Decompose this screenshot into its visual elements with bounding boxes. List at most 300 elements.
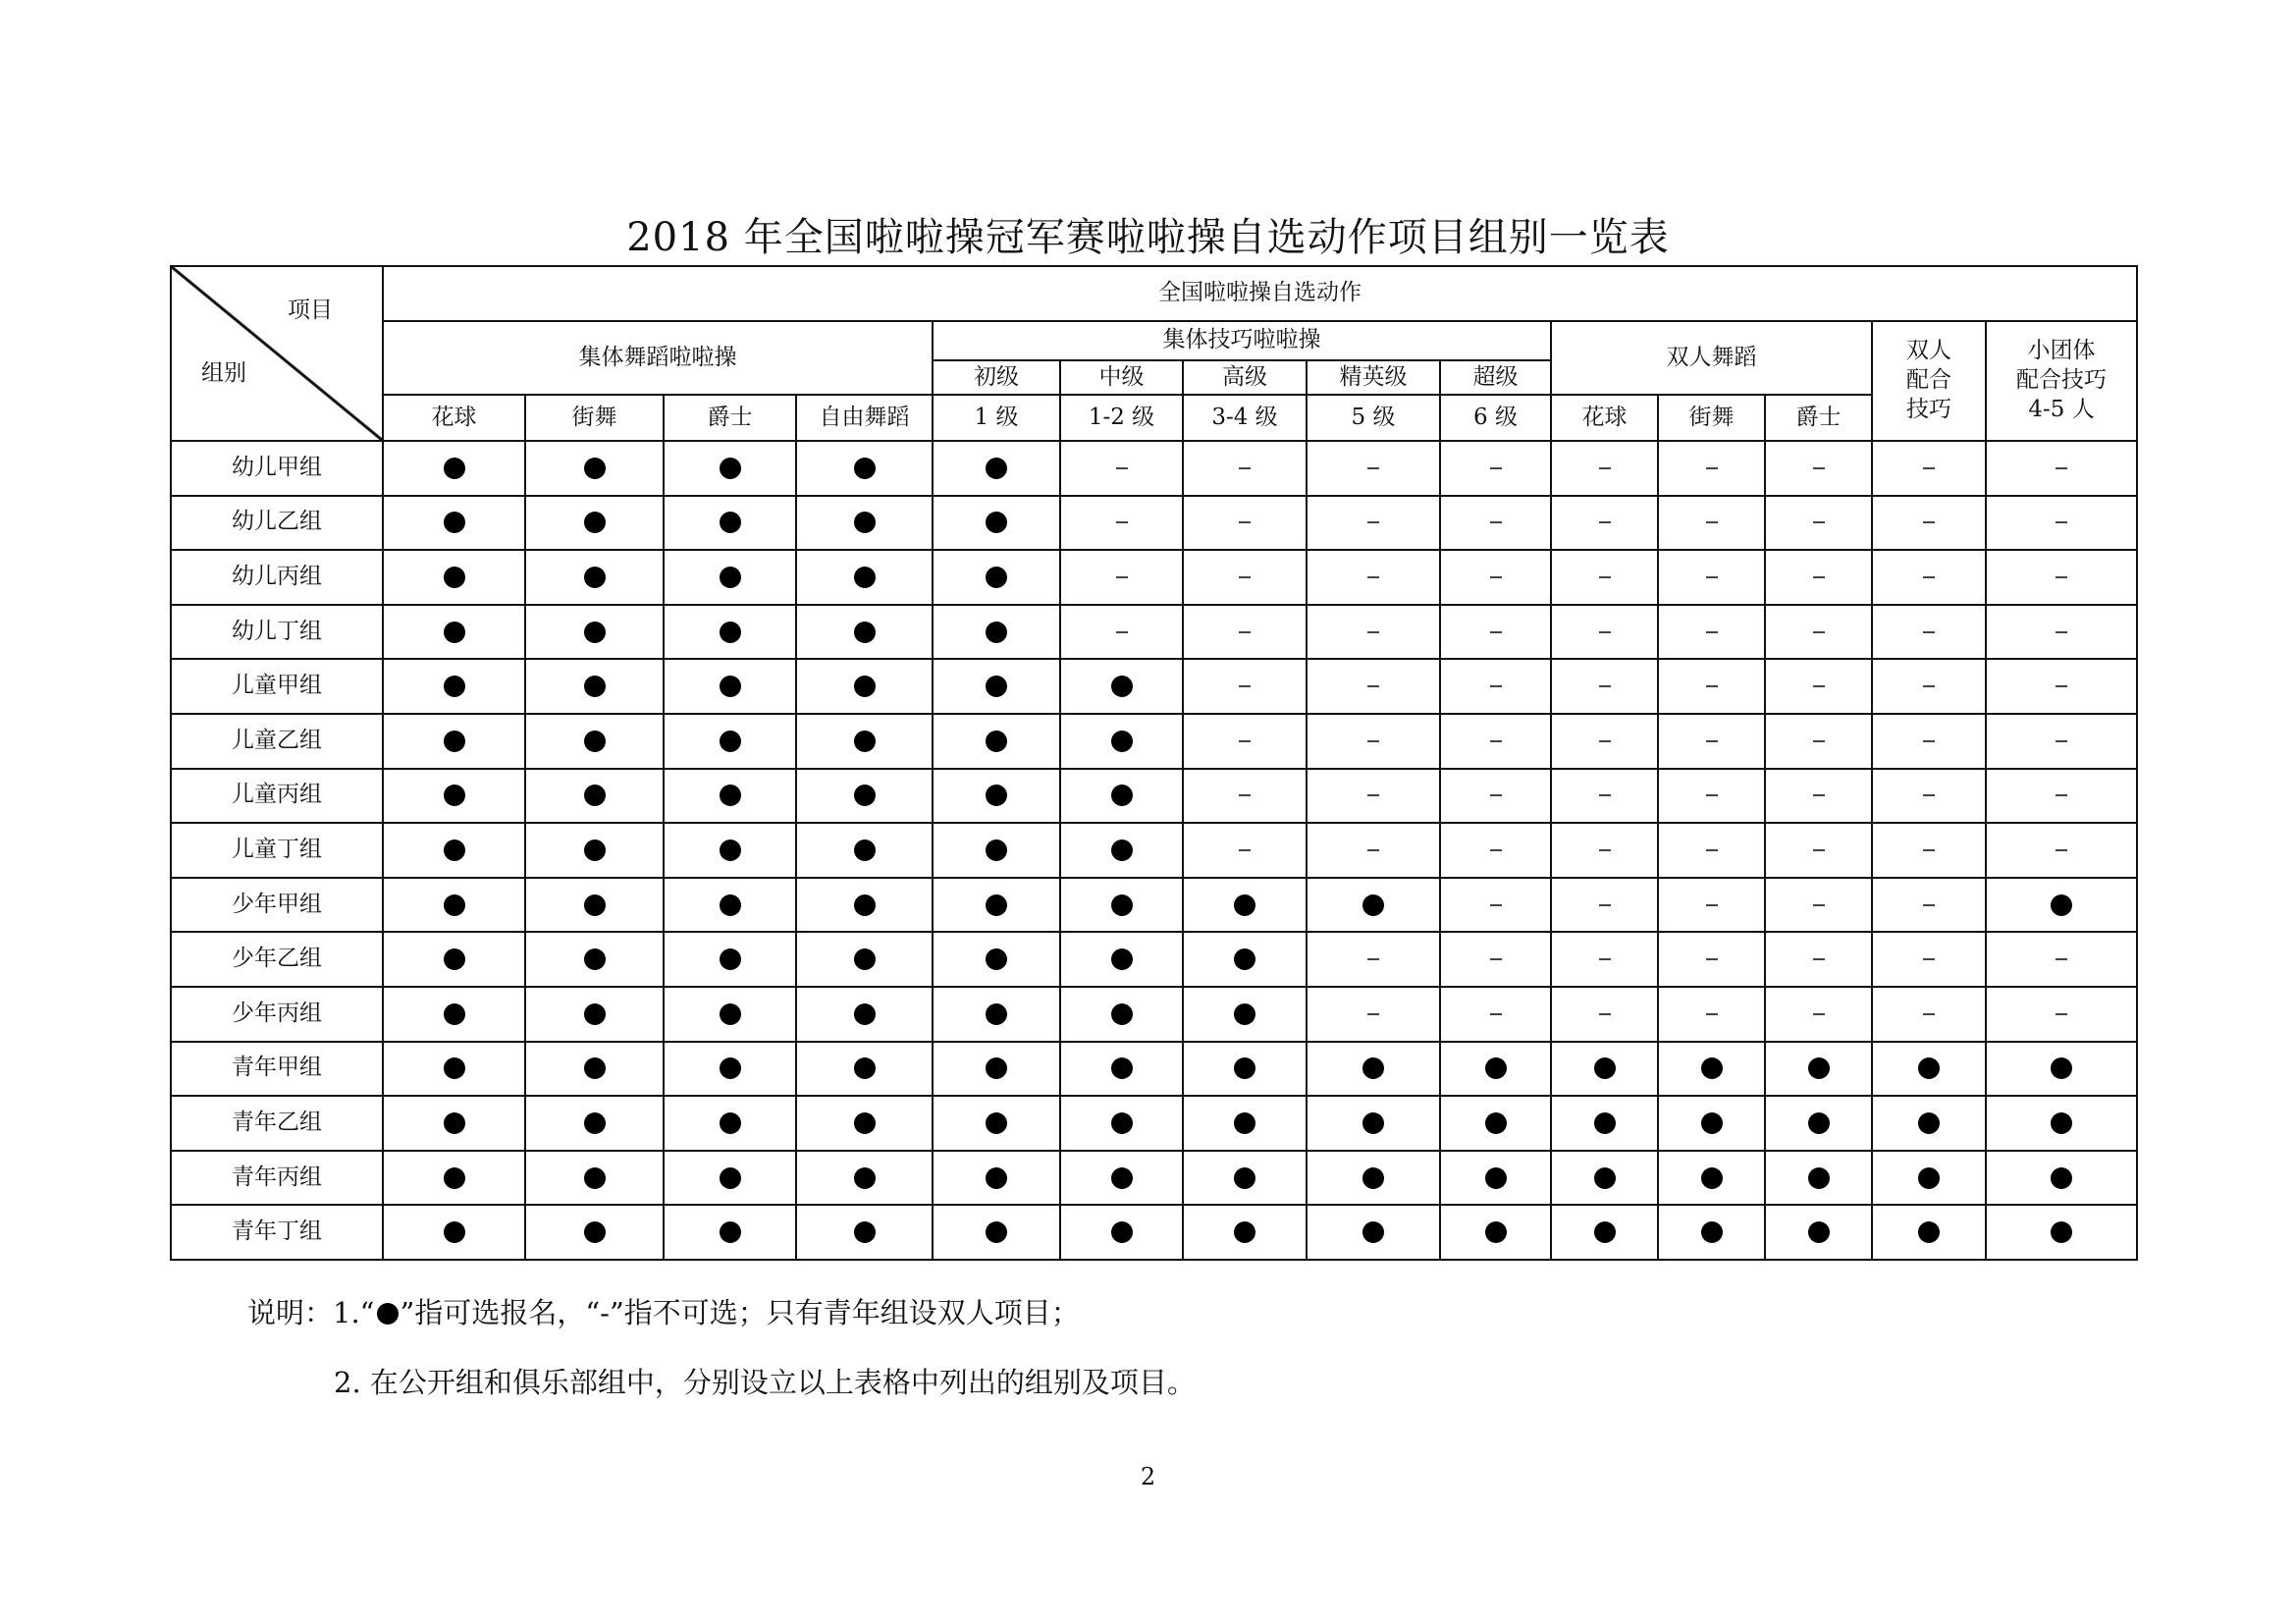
unavailable-dash-icon [1599, 1013, 1611, 1015]
unavailable-dash-icon [1813, 631, 1825, 633]
available-cell [1872, 1042, 1986, 1097]
available-dot-icon [1362, 1057, 1384, 1079]
unavailable-cell [1551, 769, 1658, 824]
unavailable-dash-icon [1706, 794, 1718, 796]
available-cell [664, 1042, 796, 1097]
note-prefix: 说明：1.“ [247, 1296, 375, 1329]
available-cell [796, 1096, 933, 1151]
unavailable-dash-icon [1813, 904, 1825, 906]
unavailable-cell [1551, 441, 1658, 496]
unavailable-cell [1551, 550, 1658, 605]
unavailable-dash-icon [1239, 521, 1251, 523]
unavailable-dash-icon [1599, 849, 1611, 851]
unavailable-cell [1060, 496, 1183, 551]
corner-group-label: 组别 [201, 360, 246, 387]
available-dot-icon [854, 512, 876, 533]
table-row [171, 769, 2137, 824]
available-cell [664, 769, 796, 824]
header-dance-group: 集体舞蹈啦啦操 [383, 321, 933, 395]
available-cell [796, 550, 933, 605]
unavailable-cell [1986, 823, 2137, 878]
unavailable-cell [1440, 550, 1551, 605]
unavailable-cell [1765, 605, 1872, 660]
unavailable-cell [1765, 987, 1872, 1042]
available-cell [383, 605, 525, 660]
group-name-cell: 青年丁组 [171, 1205, 383, 1260]
available-dot-icon [1701, 1112, 1723, 1134]
unavailable-dash-icon [1116, 631, 1128, 633]
available-cell [383, 769, 525, 824]
table-row [171, 878, 2137, 933]
unavailable-cell [1307, 987, 1440, 1042]
available-dot-icon [986, 1057, 1007, 1079]
available-cell [933, 496, 1060, 551]
unavailable-cell [1551, 823, 1658, 878]
unavailable-cell [1765, 823, 1872, 878]
available-dot-icon [720, 567, 741, 588]
available-cell [383, 1205, 525, 1260]
unavailable-dash-icon [1706, 740, 1718, 742]
table-row [171, 605, 2137, 660]
available-cell [1060, 823, 1183, 878]
unavailable-cell [1551, 714, 1658, 769]
available-cell [383, 1042, 525, 1097]
unavailable-cell [1060, 441, 1183, 496]
available-cell [1183, 1151, 1307, 1206]
skill-level: 精英级 [1307, 360, 1440, 395]
available-dot-icon [2051, 894, 2072, 916]
unavailable-cell [1658, 987, 1765, 1042]
available-dot-icon [1111, 731, 1133, 752]
available-dot-icon [2051, 1112, 2072, 1134]
available-dot-icon [720, 458, 741, 479]
available-cell [383, 878, 525, 933]
available-dot-icon [986, 622, 1007, 643]
available-dot-icon [1111, 839, 1133, 861]
unavailable-dash-icon [1367, 685, 1379, 687]
available-cell [1440, 1096, 1551, 1151]
unavailable-dash-icon [1923, 904, 1935, 906]
available-dot-icon [1362, 1221, 1384, 1243]
available-cell [664, 1151, 796, 1206]
page-title: 2018 年全国啦啦操冠军赛啦啦操自选动作项目组别一览表 [626, 215, 1670, 260]
dance-item: 街舞 [525, 395, 664, 441]
unavailable-dash-icon [1599, 467, 1611, 469]
available-dot-icon [1111, 676, 1133, 697]
unavailable-dash-icon [1599, 576, 1611, 578]
available-dot-icon [1362, 1112, 1384, 1134]
unavailable-cell [1765, 659, 1872, 714]
available-dot-icon [720, 676, 741, 697]
available-dot-icon [1918, 1057, 1940, 1079]
available-dot-icon [854, 785, 876, 806]
available-dot-icon [854, 1221, 876, 1243]
available-dot-icon [986, 1221, 1007, 1243]
available-dot-icon [1594, 1167, 1616, 1189]
header-pair-skill-line: 配合 [1906, 367, 1951, 394]
unavailable-cell [1765, 769, 1872, 824]
unavailable-cell [1183, 769, 1307, 824]
available-dot-icon [986, 458, 1007, 479]
available-cell [1183, 1042, 1307, 1097]
available-cell [933, 714, 1060, 769]
unavailable-cell [1060, 550, 1183, 605]
unavailable-dash-icon [1813, 740, 1825, 742]
header-pair-skill [1872, 321, 1986, 441]
available-cell [933, 932, 1060, 987]
unavailable-cell [1440, 659, 1551, 714]
unavailable-dash-icon [1490, 794, 1502, 796]
unavailable-dash-icon [1490, 1013, 1502, 1015]
unavailable-cell [1551, 932, 1658, 987]
unavailable-cell [1183, 659, 1307, 714]
available-dot-icon [1234, 1112, 1255, 1134]
available-dot-icon [986, 894, 1007, 916]
available-cell [1307, 1205, 1440, 1260]
unavailable-dash-icon [1813, 467, 1825, 469]
available-dot-icon [854, 731, 876, 752]
available-dot-icon [1594, 1057, 1616, 1079]
unavailable-dash-icon [1706, 576, 1718, 578]
available-cell [1060, 987, 1183, 1042]
skill-level: 超级 [1440, 360, 1551, 395]
available-dot-icon [986, 676, 1007, 697]
available-cell [1658, 1096, 1765, 1151]
available-dot-icon [854, 1112, 876, 1134]
available-cell [796, 932, 933, 987]
unavailable-cell [1872, 878, 1986, 933]
header-pair-skill-line: 双人 [1906, 338, 1951, 364]
available-cell [1060, 1096, 1183, 1151]
available-dot-icon [444, 948, 465, 970]
header-pair-dance: 双人舞蹈 [1551, 321, 1872, 395]
unavailable-cell [1551, 987, 1658, 1042]
unavailable-cell [1872, 605, 1986, 660]
available-dot-icon [444, 458, 465, 479]
available-dot-icon [854, 1003, 876, 1025]
available-dot-icon [584, 1221, 606, 1243]
available-cell [933, 1151, 1060, 1206]
unavailable-cell [1440, 987, 1551, 1042]
available-dot-icon [444, 676, 465, 697]
unavailable-dash-icon [2056, 467, 2067, 469]
unavailable-dash-icon [1706, 631, 1718, 633]
group-name-cell: 少年丙组 [171, 987, 383, 1042]
unavailable-cell [1307, 714, 1440, 769]
available-dot-icon [1234, 1221, 1255, 1243]
available-cell [1551, 1151, 1658, 1206]
unavailable-cell [1183, 441, 1307, 496]
unavailable-cell [1440, 823, 1551, 878]
group-name-cell: 青年甲组 [171, 1042, 383, 1097]
available-cell [1060, 1042, 1183, 1097]
group-name-cell: 幼儿甲组 [171, 441, 383, 496]
available-dot-icon [720, 894, 741, 916]
unavailable-cell [1765, 932, 1872, 987]
available-dot-icon [1701, 1167, 1723, 1189]
table-row [171, 1042, 2137, 1097]
unavailable-dash-icon [1239, 740, 1251, 742]
available-cell [796, 823, 933, 878]
available-dot-icon [720, 1003, 741, 1025]
page-number: 2 [1140, 1463, 1156, 1490]
available-cell [1551, 1205, 1658, 1260]
unavailable-dash-icon [1706, 1013, 1718, 1015]
available-dot-icon [584, 839, 606, 861]
dance-item: 爵士 [664, 395, 796, 441]
unavailable-dash-icon [1367, 740, 1379, 742]
skill-level: 中级 [1060, 360, 1183, 395]
available-cell [525, 823, 664, 878]
available-dot-icon [720, 1057, 741, 1079]
available-dot-icon [444, 622, 465, 643]
available-dot-icon [1918, 1112, 1940, 1134]
available-dot-icon [720, 785, 741, 806]
unavailable-cell [1872, 550, 1986, 605]
unavailable-dash-icon [1923, 849, 1935, 851]
available-dot-icon [1111, 1057, 1133, 1079]
available-cell [1551, 1096, 1658, 1151]
available-cell [383, 441, 525, 496]
available-cell [525, 878, 664, 933]
unavailable-cell [1765, 714, 1872, 769]
table-row [171, 823, 2137, 878]
available-dot-icon [444, 1057, 465, 1079]
unavailable-dash-icon [1813, 685, 1825, 687]
available-cell [1060, 878, 1183, 933]
available-dot-icon [584, 676, 606, 697]
corner-project-label: 项目 [288, 298, 333, 323]
available-cell [383, 1151, 525, 1206]
header-small-team-line: 小团体 [2027, 338, 2096, 364]
available-cell [383, 659, 525, 714]
unavailable-dash-icon [1239, 794, 1251, 796]
unavailable-cell [1872, 441, 1986, 496]
unavailable-dash-icon [1239, 631, 1251, 633]
available-cell [664, 1205, 796, 1260]
available-cell [1060, 714, 1183, 769]
unavailable-dash-icon [1599, 958, 1611, 960]
note-line-1 [247, 1291, 1080, 1331]
available-dot-icon [584, 731, 606, 752]
unavailable-cell [1440, 441, 1551, 496]
unavailable-dash-icon [1490, 740, 1502, 742]
available-cell [383, 987, 525, 1042]
unavailable-dash-icon [2056, 849, 2067, 851]
available-cell [1986, 878, 2137, 933]
unavailable-dash-icon [1706, 467, 1718, 469]
unavailable-dash-icon [1813, 521, 1825, 523]
unavailable-dash-icon [1599, 685, 1611, 687]
header-small-team-line: 配合技巧 [2016, 367, 2108, 394]
unavailable-dash-icon [2056, 631, 2067, 633]
unavailable-dash-icon [1116, 576, 1128, 578]
table-row [171, 659, 2137, 714]
available-cell [1183, 987, 1307, 1042]
unavailable-cell [1765, 441, 1872, 496]
available-cell [1060, 659, 1183, 714]
available-cell [664, 496, 796, 551]
available-dot-icon [444, 731, 465, 752]
header-skill-group: 集体技巧啦啦操 [933, 321, 1551, 360]
available-cell [1183, 932, 1307, 987]
unavailable-dash-icon [1490, 521, 1502, 523]
events-table [170, 265, 2138, 1261]
available-cell [1307, 878, 1440, 933]
available-cell [1183, 878, 1307, 933]
available-dot-icon [1485, 1112, 1507, 1134]
available-cell [796, 1205, 933, 1260]
available-dot-icon [584, 1112, 606, 1134]
unavailable-dash-icon [1599, 521, 1611, 523]
available-cell [383, 932, 525, 987]
available-dot-icon [1234, 894, 1255, 916]
available-cell [933, 823, 1060, 878]
unavailable-dash-icon [1490, 904, 1502, 906]
available-dot-icon [1594, 1112, 1616, 1134]
pair-item: 街舞 [1658, 395, 1765, 441]
pair-item: 爵士 [1765, 395, 1872, 441]
available-dot-icon [584, 512, 606, 533]
dance-item: 自由舞蹈 [796, 395, 933, 441]
available-cell [933, 1205, 1060, 1260]
available-dot-icon [444, 839, 465, 861]
available-dot-icon [584, 1057, 606, 1079]
available-cell [933, 550, 1060, 605]
header-top: 全国啦啦操自选动作 [383, 266, 2137, 321]
unavailable-cell [1307, 823, 1440, 878]
available-cell [525, 932, 664, 987]
unavailable-dash-icon [1923, 467, 1935, 469]
available-cell [1658, 1151, 1765, 1206]
available-cell [933, 441, 1060, 496]
available-dot-icon [854, 567, 876, 588]
unavailable-dash-icon [1599, 631, 1611, 633]
group-name-cell: 少年甲组 [171, 878, 383, 933]
available-cell [664, 932, 796, 987]
skill-grade: 5 级 [1307, 395, 1440, 441]
available-cell [796, 769, 933, 824]
unavailable-cell [1872, 987, 1986, 1042]
available-dot-icon [1111, 1167, 1133, 1189]
unavailable-dash-icon [1813, 958, 1825, 960]
available-cell [383, 1096, 525, 1151]
unavailable-cell [1183, 605, 1307, 660]
unavailable-cell [1183, 550, 1307, 605]
unavailable-dash-icon [2056, 576, 2067, 578]
unavailable-dash-icon [1239, 467, 1251, 469]
available-cell [933, 659, 1060, 714]
unavailable-dash-icon [1490, 685, 1502, 687]
unavailable-cell [1658, 496, 1765, 551]
unavailable-dash-icon [1490, 958, 1502, 960]
available-dot-icon [1808, 1167, 1830, 1189]
unavailable-dash-icon [1706, 958, 1718, 960]
available-dot-icon [444, 1003, 465, 1025]
available-dot-icon [986, 731, 1007, 752]
available-dot-icon [444, 567, 465, 588]
unavailable-cell [1658, 878, 1765, 933]
unavailable-dash-icon [1490, 849, 1502, 851]
unavailable-cell [1183, 823, 1307, 878]
unavailable-cell [1986, 769, 2137, 824]
available-cell [383, 823, 525, 878]
available-dot-icon [1808, 1221, 1830, 1243]
header-pair-skill-line: 技巧 [1906, 396, 1951, 422]
group-name-cell: 幼儿乙组 [171, 496, 383, 551]
unavailable-dash-icon [2056, 521, 2067, 523]
table-row [171, 1151, 2137, 1206]
unavailable-dash-icon [1367, 467, 1379, 469]
unavailable-dash-icon [1599, 904, 1611, 906]
available-dot-icon [584, 785, 606, 806]
unavailable-dash-icon [1490, 576, 1502, 578]
available-dot-icon [986, 512, 1007, 533]
unavailable-cell [1183, 496, 1307, 551]
group-name-cell: 青年丙组 [171, 1151, 383, 1206]
available-dot-icon [1234, 1057, 1255, 1079]
unavailable-cell [1872, 769, 1986, 824]
available-cell [664, 605, 796, 660]
unavailable-cell [1440, 878, 1551, 933]
unavailable-cell [1872, 496, 1986, 551]
available-cell [525, 987, 664, 1042]
available-dot-icon [854, 458, 876, 479]
unavailable-dash-icon [2056, 958, 2067, 960]
unavailable-cell [1551, 659, 1658, 714]
unavailable-cell [1440, 769, 1551, 824]
available-dot-icon [986, 1003, 1007, 1025]
available-cell [796, 441, 933, 496]
unavailable-cell [1307, 605, 1440, 660]
available-cell [796, 878, 933, 933]
unavailable-dash-icon [1923, 1013, 1935, 1015]
available-cell [1440, 1151, 1551, 1206]
unavailable-cell [1872, 823, 1986, 878]
available-dot-icon [986, 839, 1007, 861]
available-cell [1060, 1205, 1183, 1260]
unavailable-dash-icon [1599, 740, 1611, 742]
unavailable-dash-icon [1813, 1013, 1825, 1015]
unavailable-dash-icon [1239, 849, 1251, 851]
unavailable-dash-icon [1706, 849, 1718, 851]
unavailable-dash-icon [1813, 849, 1825, 851]
group-name-cell: 儿童乙组 [171, 714, 383, 769]
available-dot-icon [584, 894, 606, 916]
unavailable-dash-icon [1923, 794, 1935, 796]
unavailable-cell [1765, 496, 1872, 551]
available-dot-icon [1701, 1221, 1723, 1243]
available-cell [1060, 769, 1183, 824]
unavailable-cell [1658, 550, 1765, 605]
unavailable-dash-icon [1367, 958, 1379, 960]
unavailable-cell [1307, 769, 1440, 824]
available-dot-icon [584, 622, 606, 643]
unavailable-cell [1307, 932, 1440, 987]
unavailable-dash-icon [1490, 631, 1502, 633]
available-dot-icon [720, 839, 741, 861]
note-line-2: 2. 在公开组和俱乐部组中，分别设立以上表格中列出的组别及项目。 [334, 1366, 1196, 1399]
available-cell [1060, 1151, 1183, 1206]
available-cell [664, 987, 796, 1042]
available-cell [1307, 1151, 1440, 1206]
group-name-cell: 儿童丙组 [171, 769, 383, 824]
available-dot-icon [1485, 1167, 1507, 1189]
table-row [171, 1205, 2137, 1260]
available-dot-icon [1485, 1057, 1507, 1079]
available-dot-icon [720, 512, 741, 533]
available-cell [664, 714, 796, 769]
